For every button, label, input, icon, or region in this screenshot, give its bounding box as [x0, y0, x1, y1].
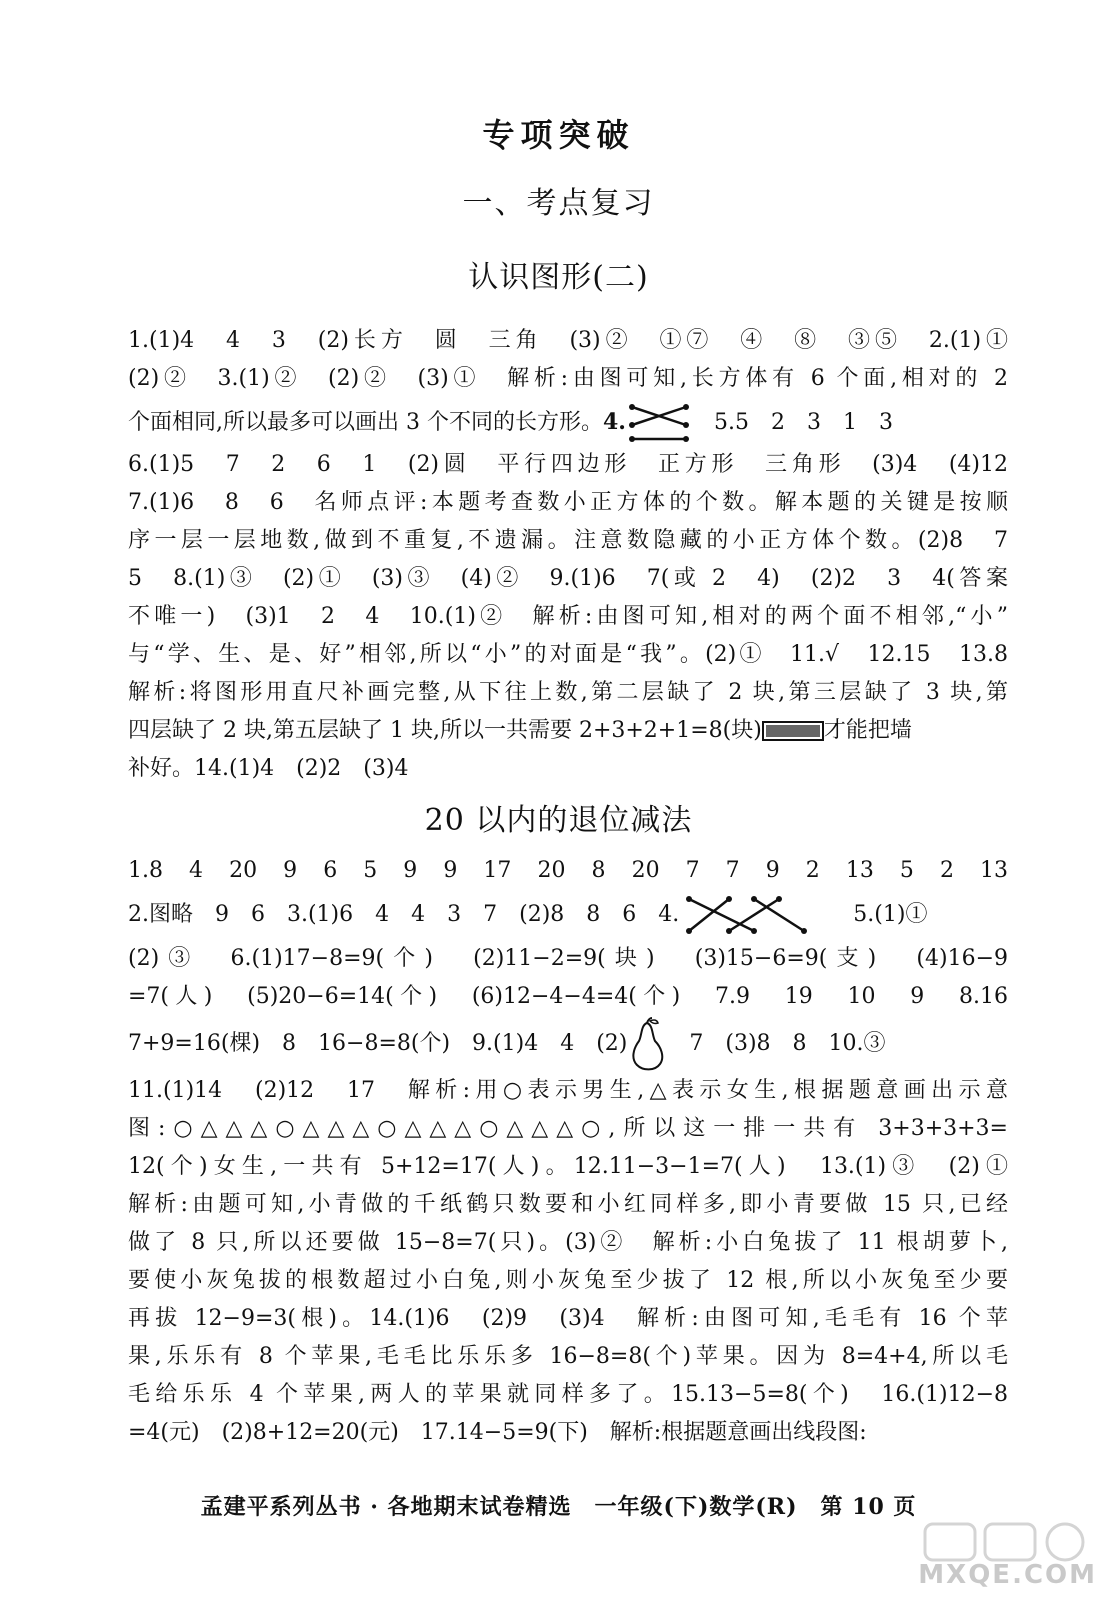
answer-line: 11.(1)14 (2)12 17 解析:用○表示男生,△表示女生,根据题意画出示意	[128, 1078, 1008, 1103]
answer-line: 12(个)女生,一共有 5+12=17(人)。12.11−3−1=7(人) 13.(1)③ (2)①	[128, 1154, 1008, 1179]
answer-line	[128, 398, 1008, 446]
answer-text: 5.(1)①	[853, 902, 928, 927]
section-title-shapes: 认识图形(二)	[468, 260, 649, 295]
page-footer: 孟建平系列丛书 · 各地期末试卷精选 一年级(下)数学(R) 第 10 页	[200, 1494, 917, 1520]
answer-text: 四层缺了 2 块,第五层缺了 1 块,所以一共需要 2+3+2+1=8(块)	[128, 718, 762, 743]
answer-line	[128, 890, 1008, 940]
answer-line: 图:○△△△○△△△○△△△○△△△○,所以这一排一共有 3+3+3+3=	[128, 1116, 1008, 1141]
answer-text: 5.5 2 3 1 3	[713, 410, 893, 435]
answer-line: 做了 8 只,所以还要做 15−8=7(只)。(3)② 解析:小白兔拔了 11 根胡萝卜,	[128, 1230, 1008, 1255]
section-subtraction-answers	[128, 852, 1008, 1452]
answer-line: 毛给乐乐 4 个苹果,两人的苹果就同样多了。15.13−5=8(个) 16.(1)12−8	[128, 1382, 1008, 1407]
answer-line: 再拔 12−9=3(根)。14.(1)6 (2)9 (3)4 解析:由图可知,毛毛有 16 个苹	[128, 1306, 1008, 1331]
matching-cross-lines-icon	[679, 893, 809, 937]
answer-line: =7(人) (5)20−6=14(个) (6)12−4−4=4(个) 7.9 19 10 9 8.16	[128, 984, 1008, 1009]
answer-line: (2)② 3.(1)② (2)② (3)① 解析:由图可知,长方体有 6 个面,相对的 2	[128, 366, 1008, 391]
answer-line: 果,乐乐有 8 个苹果,毛毛比乐乐多 16−8=8(个)苹果。因为 8=4+4,所以毛	[128, 1344, 1008, 1369]
answer-line: 5 8.(1)③ (2)① (3)③ (4)② 9.(1)6 7(或 2 4) (2)2 3 4(答案	[128, 566, 1008, 591]
answer-text: 才能把墙	[823, 718, 912, 743]
answer-line: 补好。14.(1)4 (2)2 (3)4	[128, 756, 409, 781]
answer-line: 序一层一层地数,做到不重复,不遗漏。注意数隐藏的小正方体个数。(2)8 7	[128, 528, 1008, 553]
answer-line	[128, 1016, 1008, 1072]
answer-line: =4(元) (2)8+12=20(元) 17.14−5=9(下) 解析:根据题意画出线段图:	[128, 1420, 867, 1445]
pear-icon	[627, 1017, 667, 1071]
answer-line: 与“学、生、是、好”相邻,所以“小”的对面是“我”。(2)① 11.√ 12.15 13.8	[128, 642, 1008, 667]
answer-line: 1.8 4 20 9 6 5 9 9 17 20 8 20 7 7 9 2 13 5 2 13	[128, 858, 1008, 883]
answer-line: 1.(1)4 4 3 (2)长方 圆 三角 (3)② ①⑦ ④ ⑧ ③⑤ 2.(1)①	[128, 328, 1008, 353]
answer-text: 4.	[602, 409, 626, 435]
answer-text: 7 (3)8 8 10.③	[689, 1031, 886, 1056]
answer-line	[128, 712, 1008, 750]
answer-text: 7+9=16(棵) 8 16−8=8(个) 9.(1)4 4 (2)	[128, 1031, 628, 1056]
page-subtitle: 一、考点复习	[462, 186, 655, 221]
answer-line: 7.(1)6 8 6 名师点评:本题考查数小正方体的个数。解本题的关键是按顺	[128, 490, 1008, 515]
answer-text: 个面相同,所以最多可以画出 3 个不同的长方形。	[128, 410, 603, 435]
answer-line: 解析:将图形用直尺补画完整,从下往上数,第二层缺了 2 块,第三层缺了 3 块,第	[128, 680, 1008, 705]
answer-line: 解析:由题可知,小青做的千纸鹤只数要和小红同样多,即小青要做 15 只,已经	[128, 1192, 1008, 1217]
page-title: 专项突破	[482, 116, 635, 154]
answer-line: 6.(1)5 7 2 6 1 (2)圆 平行四边形 正方形 三角形 (3)4 (4)12	[128, 452, 1008, 477]
section-title-subtraction: 20 以内的退位减法	[424, 803, 693, 838]
answer-text: 2.图略 9 6 3.(1)6 4 4 3 7 (2)8 8 6 4.	[128, 902, 680, 927]
answer-line: (2)③ 6.(1)17−8=9(个) (2)11−2=9(块) (3)15−6=9(支) (4)16−9	[128, 946, 1008, 971]
section-shapes-answers	[128, 322, 1008, 788]
answer-line: 要使小灰兔拔的根数超过小白兔,则小灰兔至少拔了 12 根,所以小灰兔至少要	[128, 1268, 1008, 1293]
matching-lines-icon	[626, 401, 692, 445]
watermark-text: MXQE.COM	[918, 1560, 1097, 1590]
brick-icon	[762, 721, 824, 741]
answer-line: 不唯一) (3)1 2 4 10.(1)② 解析:由图可知,相对的两个面不相邻,“小”	[128, 604, 1008, 629]
